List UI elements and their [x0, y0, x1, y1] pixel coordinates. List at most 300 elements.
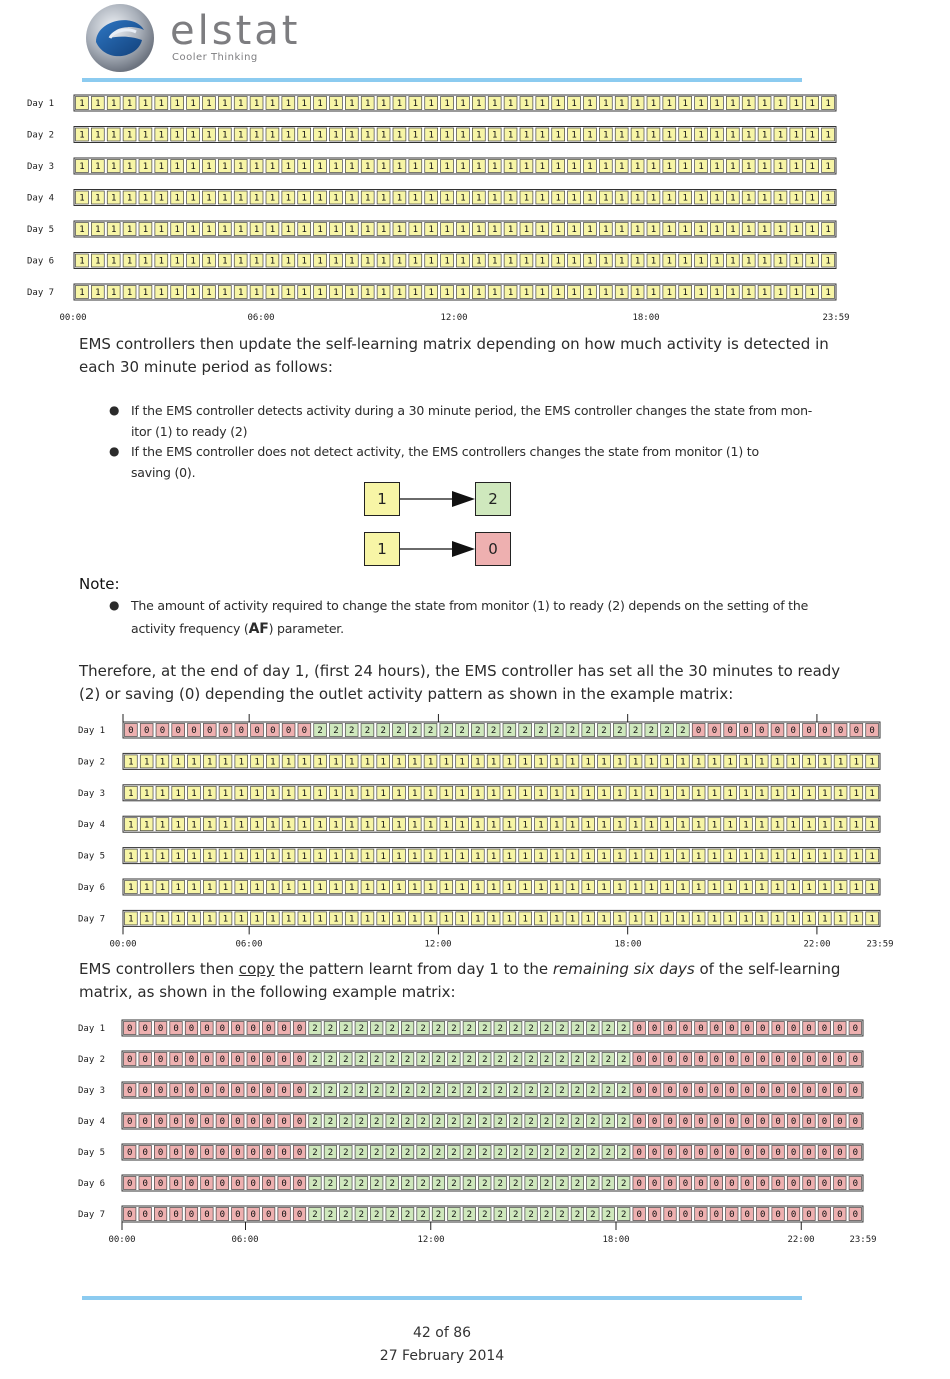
cell-value: 0	[744, 1117, 750, 1128]
cell-value: 1	[809, 256, 815, 267]
cell-value: 1	[618, 130, 625, 141]
cell-value: 2	[466, 1148, 473, 1159]
cell-value: 1	[444, 288, 450, 299]
day-label: Day 1	[78, 726, 106, 736]
cell-value: 2	[512, 1148, 519, 1159]
day-label: Day 3	[78, 788, 106, 799]
cell-value: 0	[759, 726, 765, 737]
cell-value: 1	[285, 288, 292, 299]
cell-value: 2	[327, 1117, 334, 1128]
cell-value: 1	[128, 883, 134, 894]
cell-value: 1	[506, 789, 513, 799]
cell-value: 1	[680, 851, 686, 862]
cell-value: 1	[191, 851, 197, 862]
flow-box-monitor: 1	[364, 482, 400, 516]
cell-value: 1	[743, 820, 749, 831]
cell-value: 0	[296, 1086, 303, 1097]
cell-value: 1	[490, 789, 497, 799]
cell-value: 1	[648, 883, 655, 894]
note-label: Note	[79, 575, 115, 593]
cell-value: 1	[126, 225, 133, 236]
cell-value: 1	[587, 288, 593, 299]
cell-value: 0	[682, 1086, 689, 1097]
cell-value: 1	[727, 851, 733, 862]
cell-value: 1	[301, 225, 307, 236]
cell-value: 1	[664, 757, 670, 768]
cell-value: 0	[636, 1086, 642, 1097]
cell-value: 2	[621, 1210, 627, 1221]
cell-value: 2	[512, 1210, 519, 1221]
cell-value: 1	[761, 162, 768, 173]
cell-value: 1	[459, 914, 465, 925]
cell-value: 0	[173, 1086, 179, 1097]
cell-value: 2	[543, 1210, 550, 1221]
cell-value: 1	[222, 820, 229, 831]
cell-value: 1	[380, 288, 387, 299]
cell-value: 2	[543, 1179, 550, 1190]
cell-value: 2	[312, 1055, 318, 1066]
cell-value: 0	[173, 1210, 179, 1221]
cell-value: 0	[821, 1086, 828, 1097]
cell-value: 1	[617, 883, 623, 894]
cell-value: 1	[761, 225, 768, 236]
cell-value: 1	[159, 789, 166, 799]
cell-value: 1	[730, 256, 736, 267]
cell-value: 2	[559, 1055, 565, 1066]
cell-value: 1	[333, 914, 339, 925]
cell-value: 2	[512, 1117, 519, 1128]
cell-value: 1	[412, 256, 419, 267]
cell-value: 1	[506, 757, 513, 768]
cell-value: 1	[632, 757, 639, 768]
cell-value: 1	[301, 256, 307, 267]
cell-value: 1	[333, 757, 339, 768]
cell-value: 1	[159, 914, 166, 925]
cell-value: 1	[507, 225, 514, 236]
cell-value: 1	[412, 288, 419, 299]
cell-value: 1	[380, 914, 386, 925]
logo-wordmark: elstat	[170, 8, 301, 54]
cell-value: 1	[650, 193, 657, 204]
cell-value: 1	[664, 789, 670, 799]
cell-value: 0	[157, 1117, 164, 1128]
cell-value: 1	[759, 757, 765, 768]
cell-value: 1	[571, 162, 577, 173]
cell-value: 0	[173, 1179, 179, 1190]
cell-value: 2	[412, 726, 418, 737]
cell-value: 1	[774, 851, 781, 862]
cell-value: 1	[617, 851, 623, 862]
cell-value: 1	[618, 288, 625, 299]
cell-value: 2	[343, 1086, 349, 1097]
cell-value: 1	[412, 820, 418, 831]
cell-value: 2	[497, 1179, 503, 1190]
cell-value: 0	[837, 1210, 843, 1221]
cell-value: 0	[127, 1086, 133, 1097]
cell-value: 1	[822, 757, 828, 768]
cell-value: 1	[727, 883, 733, 894]
cell-value: 0	[142, 1179, 148, 1190]
time-label: 18:00	[614, 939, 642, 950]
cell-value: 1	[587, 130, 593, 141]
cell-value: 1	[601, 789, 607, 799]
cell-value: 0	[296, 1055, 303, 1066]
cell-value: 1	[333, 193, 339, 204]
cell-value: 1	[79, 256, 85, 267]
arrow-right-icon	[400, 482, 476, 516]
cell-value: 1	[837, 789, 844, 799]
cell-value: 1	[207, 851, 213, 862]
cell-value: 1	[853, 883, 860, 894]
bullet-2-line-1: If the EMS controller does not detect activity, the EMS controllers changes the state from monitor (1) to	[131, 444, 759, 459]
cell-value: 1	[587, 256, 593, 267]
cell-value: 0	[204, 1179, 210, 1190]
cell-value: 1	[539, 99, 546, 110]
cell-value: 0	[806, 1086, 812, 1097]
cell-value: 2	[553, 726, 560, 737]
cell-value: 1	[507, 99, 514, 110]
cell-value: 0	[729, 1179, 735, 1190]
cell-value: 1	[396, 193, 403, 204]
cell-value: 1	[538, 820, 544, 831]
cell-value: 2	[475, 726, 481, 737]
cell-value: 1	[364, 883, 371, 894]
cell-value: 1	[634, 99, 641, 110]
cell-value: 1	[270, 789, 276, 799]
cell-value: 0	[667, 1086, 673, 1097]
cell-value: 1	[539, 162, 546, 173]
cell-value: 0	[821, 1024, 828, 1035]
cell-value: 2	[312, 1086, 318, 1097]
note-line-2-start: activity frequency (	[131, 621, 249, 636]
cell-value: 1	[490, 883, 497, 894]
cell-value: 1	[777, 225, 784, 236]
cell-value: 2	[358, 1148, 364, 1159]
cell-value: 1	[809, 225, 815, 236]
cell-value: 0	[651, 1148, 658, 1159]
cell-value: 1	[793, 130, 800, 141]
cell-value: 1	[222, 914, 229, 925]
cell-value: 1	[666, 193, 673, 204]
cell-value: 2	[343, 1179, 349, 1190]
cell-value: 1	[490, 851, 497, 862]
cell-value: 0	[682, 1179, 689, 1190]
cell-value: 1	[759, 820, 765, 831]
cell-value: 0	[713, 1086, 720, 1097]
cell-value: 0	[775, 1179, 781, 1190]
cell-value: 0	[729, 1055, 735, 1066]
cell-value: 2	[451, 1024, 457, 1035]
cell-value: 2	[590, 1086, 596, 1097]
cell-value: 1	[617, 914, 623, 925]
cell-value: 1	[253, 288, 260, 299]
cell-value: 1	[380, 130, 387, 141]
cell-value: 1	[571, 288, 577, 299]
cell-value: 1	[253, 162, 260, 173]
cell-value: 0	[219, 1179, 226, 1190]
cell-value: 1	[793, 288, 800, 299]
cell-value: 1	[412, 193, 419, 204]
cell-value: 1	[126, 99, 133, 110]
cell-value: 1	[650, 99, 657, 110]
cell-value: 2	[559, 1086, 565, 1097]
cell-value: 1	[222, 130, 228, 141]
cell-value: 0	[235, 1055, 241, 1066]
cell-value: 1	[793, 162, 800, 173]
copy-line-middle: the pattern learnt from day 1 to the	[274, 960, 553, 978]
cell-value: 1	[269, 99, 276, 110]
cell-value: 1	[632, 820, 639, 831]
bullet-no-activity	[109, 441, 821, 483]
cell-value: 0	[775, 1210, 781, 1221]
cell-value: 1	[553, 789, 560, 799]
cell-value: 1	[587, 162, 593, 173]
cell-value: 2	[312, 1117, 318, 1128]
cell-value: 1	[806, 914, 812, 925]
cell-value: 1	[79, 99, 85, 110]
cell-value: 0	[265, 1210, 272, 1221]
cell-value: 1	[522, 851, 528, 862]
cell-value: 1	[714, 225, 720, 236]
time-label: 23:59	[849, 1235, 877, 1245]
header-rule	[82, 78, 802, 82]
copy-paragraph	[79, 958, 840, 1004]
cell-value: 1	[174, 225, 180, 236]
cell-value: 2	[617, 726, 623, 737]
cell-value: 0	[774, 726, 781, 737]
cell-value: 1	[730, 225, 736, 236]
cell-value: 0	[222, 726, 229, 737]
day1-line-1: Therefore, at the end of day 1, (first 24 hours), the EMS controller has set all the 30 minutes to ready	[79, 662, 841, 680]
cell-value: 1	[682, 193, 688, 204]
cell-value: 1	[333, 256, 339, 267]
cell-value: 1	[128, 820, 134, 831]
cell-value: 1	[238, 883, 244, 894]
cell-value: 1	[698, 288, 704, 299]
cell-value: 1	[317, 820, 323, 831]
cell-value: 2	[374, 1210, 380, 1221]
cell-value: 1	[491, 225, 498, 236]
cell-value: 1	[650, 162, 657, 173]
cell-value: 1	[222, 288, 228, 299]
cell-value: 0	[128, 726, 134, 737]
cell-value: 1	[727, 757, 733, 768]
cell-value: 1	[538, 757, 544, 768]
cell-value: 1	[317, 225, 323, 236]
cell-value: 0	[821, 1055, 828, 1066]
cell-value: 0	[806, 1117, 812, 1128]
cell-value: 1	[396, 288, 403, 299]
day-label: Day 2	[27, 130, 55, 141]
cell-value: 1	[777, 288, 784, 299]
day-label: Day 1	[27, 99, 55, 109]
cell-value: 1	[285, 820, 292, 831]
cell-value: 1	[475, 789, 481, 799]
cell-value: 1	[695, 883, 702, 894]
cell-value: 0	[204, 1055, 210, 1066]
cell-value: 1	[349, 225, 355, 236]
cell-value: 1	[809, 162, 815, 173]
cell-value: 1	[128, 851, 134, 862]
time-label: 12:00	[424, 939, 452, 950]
cell-value: 1	[254, 820, 260, 831]
cell-value: 1	[806, 789, 812, 799]
cell-value: 0	[790, 1117, 797, 1128]
cell-value: 0	[713, 1055, 720, 1066]
cell-value: 1	[774, 820, 781, 831]
cell-value: 0	[204, 1024, 210, 1035]
cell-value: 0	[743, 726, 749, 737]
cell-value: 0	[127, 1024, 133, 1035]
cell-value: 1	[175, 789, 181, 799]
cell-value: 0	[250, 1024, 256, 1035]
cell-value: 2	[574, 1024, 581, 1035]
cell-value: 1	[364, 820, 371, 831]
cell-value: 1	[695, 914, 702, 925]
cell-value: 1	[317, 130, 323, 141]
cell-value: 1	[806, 883, 812, 894]
cell-value: 0	[127, 1117, 133, 1128]
cell-value: 1	[603, 130, 609, 141]
cell-value: 1	[191, 883, 197, 894]
cell-value: 2	[343, 1210, 349, 1221]
cell-value: 1	[682, 162, 688, 173]
note-line-2-end: ) parameter.	[268, 621, 344, 636]
day-label: Day 6	[27, 256, 55, 267]
cell-value: 2	[664, 726, 670, 737]
cell-value: 1	[634, 162, 641, 173]
cell-value: 1	[317, 99, 323, 110]
cell-value: 1	[143, 820, 150, 831]
cell-value: 1	[444, 256, 450, 267]
cell-value: 2	[466, 1024, 473, 1035]
bullet-dot-icon: ●	[109, 444, 120, 458]
cell-value: 2	[374, 1179, 380, 1190]
cell-value: 2	[543, 1086, 550, 1097]
cell-value: 1	[126, 288, 133, 299]
cell-value: 2	[459, 726, 465, 737]
cell-value: 2	[632, 726, 639, 737]
cell-value: 1	[348, 851, 355, 862]
cell-value: 1	[175, 757, 181, 768]
cell-value: 1	[364, 757, 371, 768]
cell-value: 2	[327, 1024, 334, 1035]
cell-value: 1	[538, 789, 544, 799]
cell-value: 1	[853, 757, 860, 768]
cell-value: 1	[714, 288, 720, 299]
cell-value: 1	[730, 193, 736, 204]
cell-value: 2	[443, 726, 450, 737]
cell-value: 1	[110, 288, 117, 299]
cell-value: 2	[451, 1210, 457, 1221]
cell-value: 1	[301, 914, 308, 925]
cell-value: 1	[666, 99, 673, 110]
cell-value: 1	[822, 789, 828, 799]
cell-value: 2	[451, 1179, 457, 1190]
cell-value: 1	[285, 193, 292, 204]
cell-value: 1	[790, 883, 796, 894]
cell-value: 0	[821, 1117, 828, 1128]
day-label: Day 4	[27, 193, 55, 204]
cell-value: 1	[364, 130, 371, 141]
cell-value: 2	[590, 1024, 596, 1035]
copy-line-start: EMS controllers then	[79, 960, 239, 978]
cell-value: 0	[207, 726, 213, 737]
cell-value: 1	[285, 883, 292, 894]
cell-value: 1	[476, 162, 482, 173]
cell-value: 1	[618, 99, 625, 110]
cell-value: 1	[396, 130, 403, 141]
cell-value: 1	[539, 193, 546, 204]
day-label: Day 4	[78, 820, 106, 831]
cell-value: 0	[698, 1179, 704, 1190]
cell-value: 1	[727, 820, 733, 831]
cell-value: 1	[349, 99, 355, 110]
cell-value: 1	[158, 162, 165, 173]
cell-value: 0	[265, 1179, 272, 1190]
cell-value: 1	[190, 288, 196, 299]
cell-value: 0	[204, 1210, 210, 1221]
cell-value: 1	[806, 820, 812, 831]
cell-value: 1	[143, 851, 150, 862]
cell-value: 2	[420, 1148, 426, 1159]
cell-value: 0	[744, 1055, 750, 1066]
cell-value: 0	[822, 726, 828, 737]
cell-value: 1	[664, 883, 670, 894]
cell-value: 0	[250, 1179, 256, 1190]
cell-value: 0	[157, 1148, 164, 1159]
cell-value: 0	[188, 1179, 195, 1190]
cell-value: 1	[174, 193, 180, 204]
cell-value: 2	[420, 1210, 426, 1221]
cell-value: 0	[175, 726, 181, 737]
cell-value: 0	[281, 1055, 287, 1066]
cell-value: 1	[126, 256, 133, 267]
cell-value: 2	[312, 1024, 318, 1035]
cell-value: 1	[476, 288, 482, 299]
cell-value: 0	[127, 1055, 133, 1066]
cell-value: 0	[265, 1055, 272, 1066]
cell-value: 1	[142, 162, 149, 173]
cell-value: 1	[301, 789, 308, 799]
cell-value: 1	[711, 789, 718, 799]
cell-value: 1	[333, 99, 339, 110]
cell-value: 0	[250, 1055, 256, 1066]
cell-value: 1	[460, 162, 466, 173]
cell-value: 2	[435, 1179, 442, 1190]
bullet-1-line-2: itor (1) to ready (2)	[131, 424, 248, 439]
cell-value: 2	[327, 1148, 334, 1159]
cell-value: 1	[269, 256, 276, 267]
cell-value: 1	[569, 757, 576, 768]
cell-value: 1	[206, 256, 212, 267]
cell-value: 1	[601, 914, 607, 925]
intro-line-1: EMS controllers then update the self-learning matrix depending on how much activity is detected in	[79, 335, 829, 353]
cell-value: 1	[617, 820, 623, 831]
cell-value: 1	[682, 99, 688, 110]
cell-value: 1	[158, 288, 165, 299]
cell-value: 1	[380, 820, 386, 831]
cell-value: 1	[523, 193, 530, 204]
cell-value: 1	[349, 162, 355, 173]
day-label: Day 5	[78, 851, 106, 862]
cell-value: 0	[667, 1179, 673, 1190]
cell-value: 1	[174, 99, 180, 110]
cell-value: 2	[404, 1024, 411, 1035]
cell-value: 2	[451, 1086, 457, 1097]
cell-value: 0	[713, 1024, 720, 1035]
cell-value: 1	[745, 256, 752, 267]
